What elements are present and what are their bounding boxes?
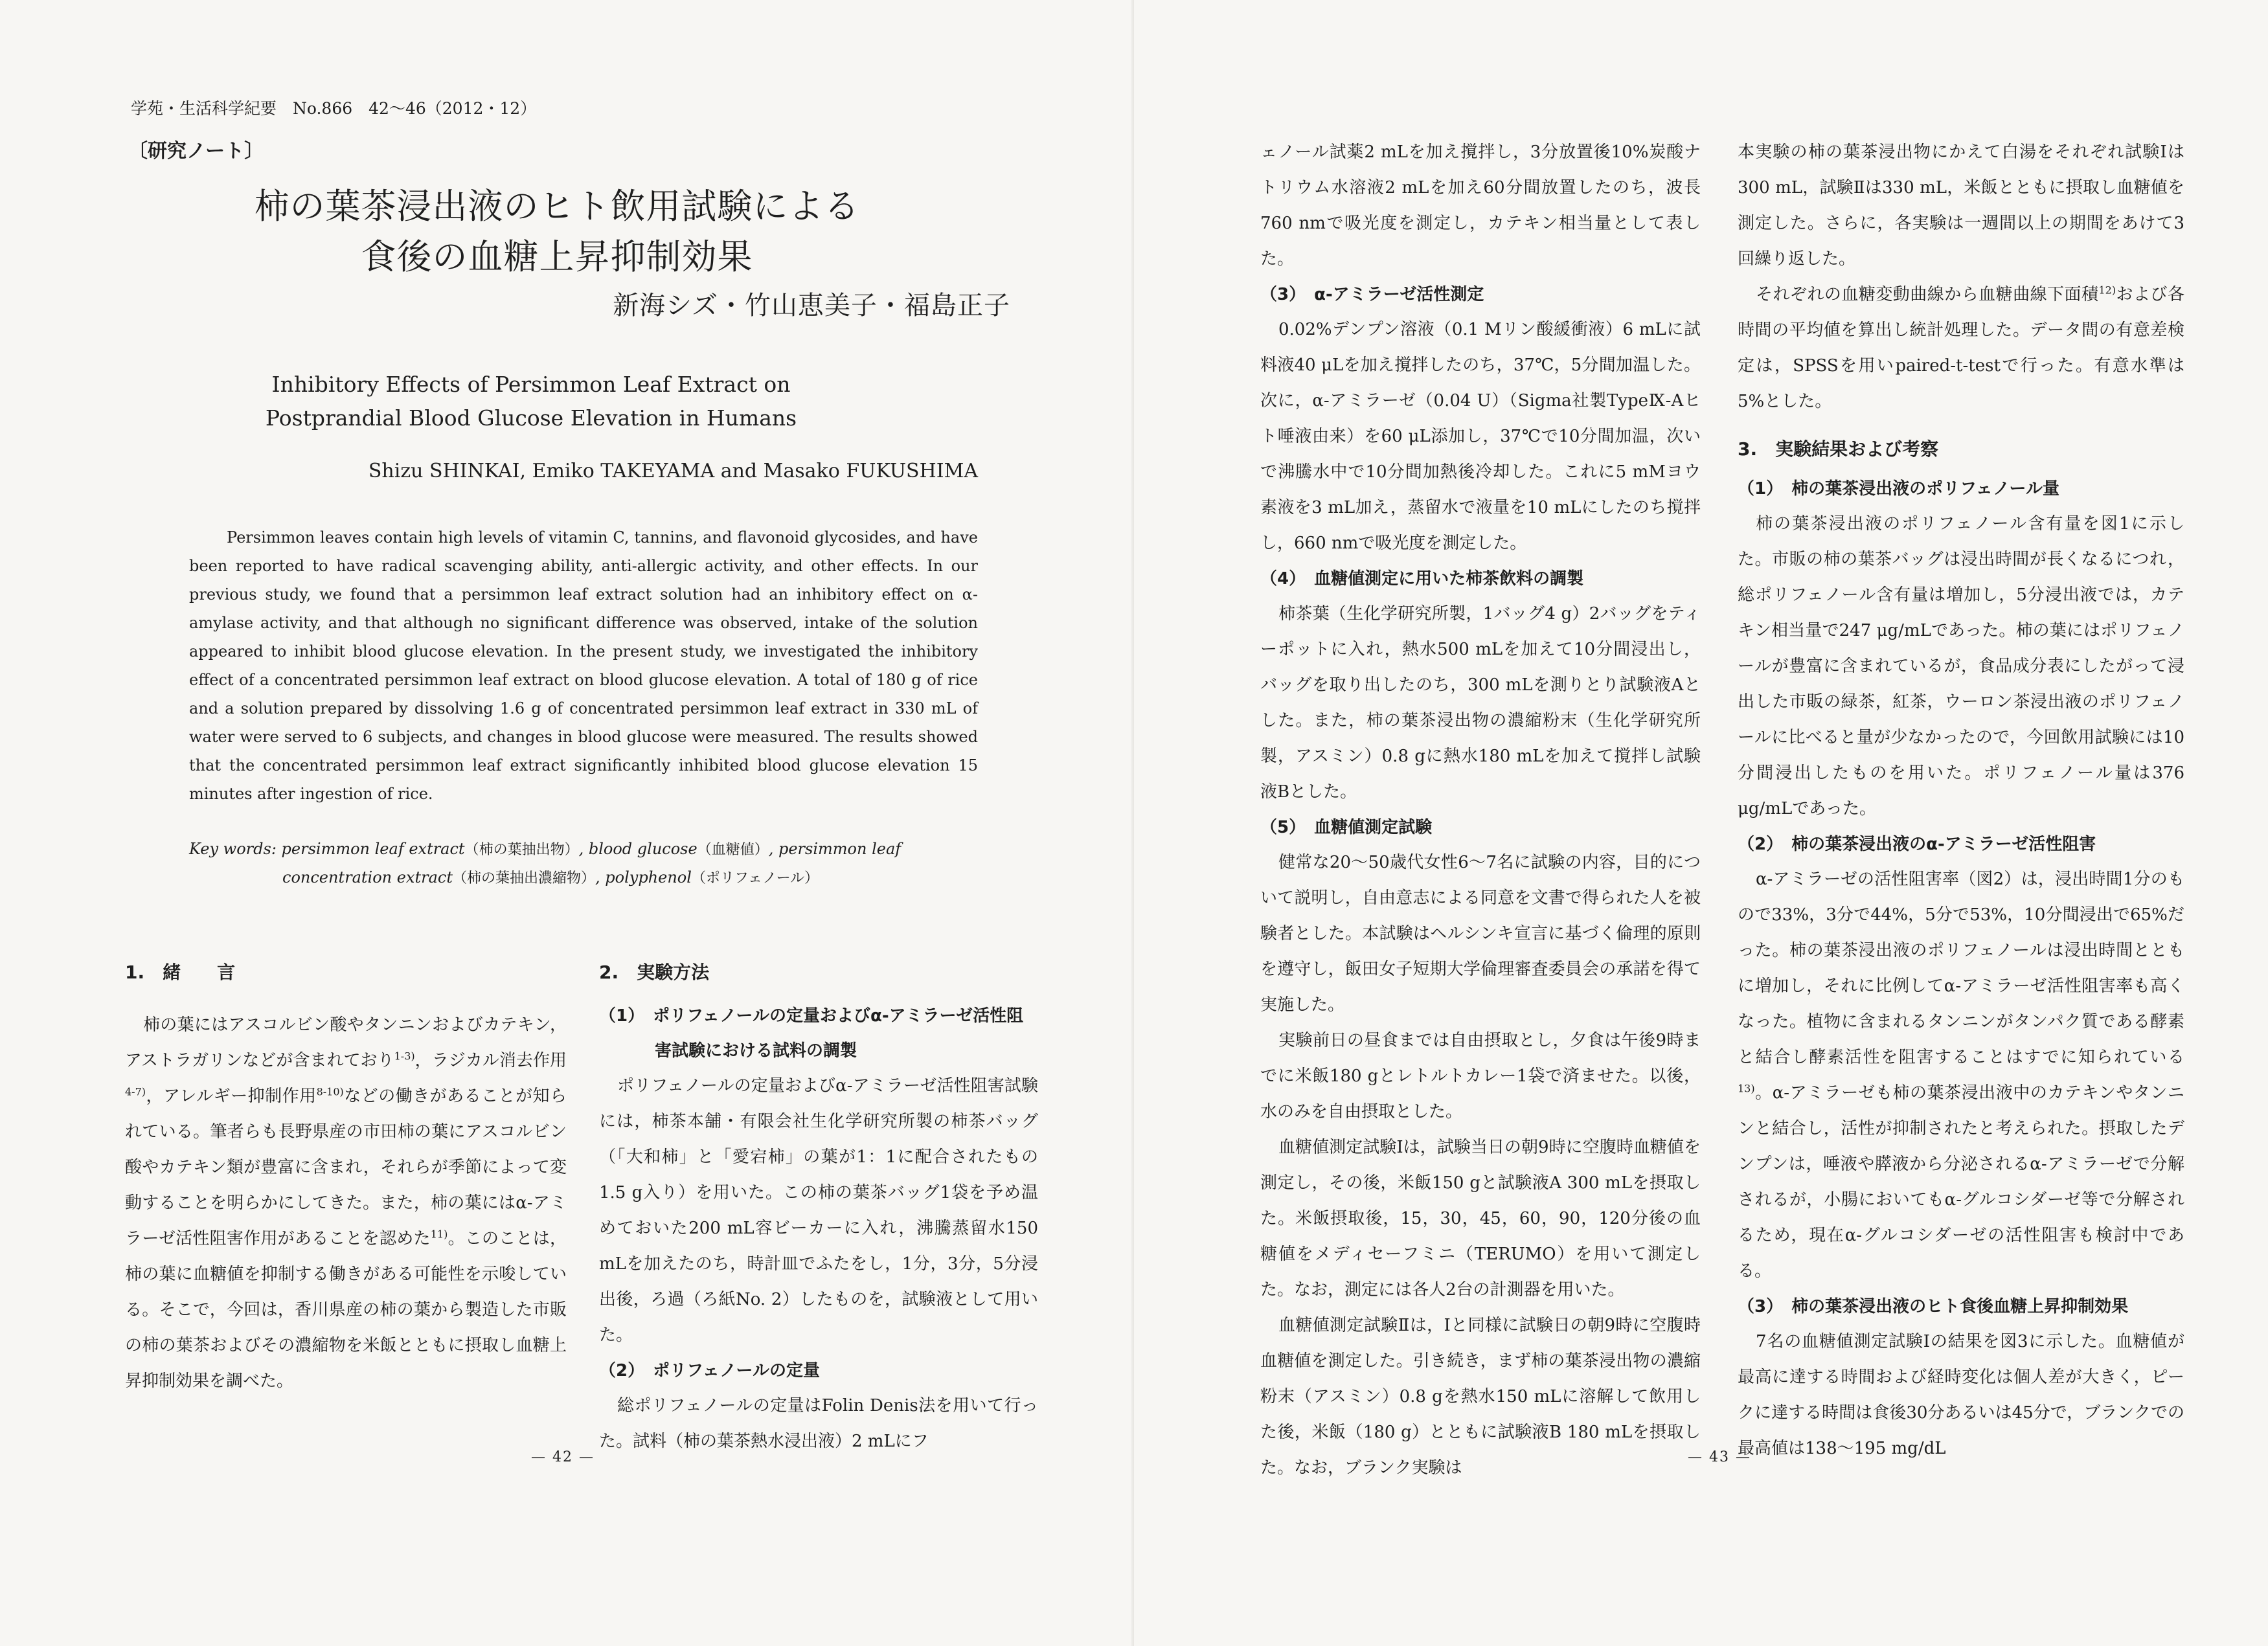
keyword-4-ja: （ポリフェノール） [691,870,819,886]
section-1-body [125,1008,567,1399]
section-2-sub2-body: 総ポリフェノールの定量はFolin Denis法を用いて行った。試料（柿の葉茶熱水浸出液）2 mLにフ [599,1396,1038,1451]
right-column-1 [1260,135,1701,1486]
statistics-paragraph: それぞれの血糖変動曲線から血糖曲線下面積$^{12)}$および各時間の平均値を算出し統計処理した。データ間の有意差検定は，SPSSを用いpaired-t-testで行った。有意水準は5%とした。 [1738,284,2184,411]
keyword-1: persimmon leaf extract [281,840,465,858]
section-3-sub2-body: α-アミラーゼの活性阻害率（図2）は，浸出時間1分のもので33%，3分で44%，5分で53%，10分間浸出で65%だった。柿の葉茶浸出液のポリフェノールは浸出時間とともに増加し，それに比例してα-アミラーゼ活性阻害率も高くなった。植物に含まれるタンニンがタンパク質である酵素と結合し酵素活性を阻害することはすでに知られている$^{13)}$。α-アミラーゼも柿の葉茶浸出液中のカテキンやタンニンと結合し，活性が抑制されたと考えられた。摂取したデンプンは，唾液や膵液から分泌されるα-アミラーゼで分解されるが，小腸においてもα-グルコシダーゼ等で分解されるため，現在α-グルコシダーゼの活性阻害も検討中である。 [1738,870,2184,1281]
title-english-line2: Postprandial Blood Glucose Elevation in Humans [265,405,797,431]
page-number-right: — 43 — [1688,1449,1751,1465]
keywords: Key words: persimmon leaf extract（柿の葉抽出物）, blood glucose（血糖値）, persimmon leaf concentration extract（柿の葉抽出濃縮物）, polyphenol（ポリフェノール） [189,840,902,886]
section-introduction [125,958,567,1399]
authors-japanese: 新海シズ・竹山恵美子・福島正子 [613,291,1010,321]
keyword-2-ja: （血糖値） [697,842,769,858]
title-japanese-line1: 柿の葉茶浸出液のヒト飲用試験による [254,186,860,227]
keyword-4: polyphenol [605,868,692,886]
section-2-sub1-body: ポリフェノールの定量およびα-アミラーゼ活性阻害試験には，柿茶本舗・有限会社生化学研究所製の柿茶バッグ（「大和柿」と「愛宕柿」の葉が1：1に配合されたもの1.5 g入り）を用いた。この柿の葉茶バッグ1袋を予め温めておいた200 mL容ビーカーに入れ，沸騰蒸留水150 mLを加えたのち，時計皿でふたをし，1分，3分，5分浸出後，ろ過（ろ紙No. 2）したものを，試験液として用いた。 [599,1076,1038,1345]
right-page [1134,0,2268,1646]
section-2-sub4-body: 柿茶葉（生化学研究所製，1バッグ4 g）2バッグをティーポットに入れ，熱水500 mLを加えて10分間浸出し，バッグを取り出したのち，300 mLを測りとり試験液Aとした。また，柿の葉茶浸出物の濃縮粉末（生化学研究所製，アスミン）0.8 gに熱水180 mLを加えて撹拌し試験液Bとした。 [1260,604,1701,802]
section-3-sub1-heading: （1） 柿の葉茶浸出液のポリフェノール量 [1738,479,2060,499]
keyword-3-ja: （柿の葉抽出濃縮物） [452,870,595,886]
title-english [194,368,868,435]
section-2-sub2-heading: （2） ポリフェノールの定量 [599,1361,821,1381]
section-3-heading: 3. 実験結果および考察 [1738,438,1939,460]
section-2-heading: 2. 実験方法 [599,962,710,983]
blank-test-paragraph: 本実験の柿の葉茶浸出物にかえて白湯をそれぞれ試験Ⅰは300 mL，試験Ⅱは330 mL，米飯とともに摂取し血糖値を測定した。さらに，各実験は一週間以上の期間をあけて3回繰り返した。 [1738,142,2184,269]
section-2-sub4-heading: （4） 血糖値測定に用いた柿茶飲料の調製 [1260,569,1584,589]
abstract: Persimmon leaves contain high levels of vitamin C, tannins, and flavonoid glycosides, and have been reported to have radical scavenging ability, anti-allergic activity, and other effects. In our previous study, we found that a persimmon leaf extract solution had an inhibitory effect on α-amylase activity, and that although no significant difference was observed, intake of the solution appeared to inhibit blood glucose elevation. In the present study, we investigated the inhibitory effect of a concentrated persimmon leaf extract on blood glucose elevation. A total of 180 g of rice and a solution prepared by dissolving 1.6 g of concentrated persimmon leaf extract in 330 mL of water were served to 6 subjects, and changes in blood glucose were measured. The results showed that the concentrated persimmon leaf extract significantly inhibited blood glucose elevation 15 minutes after ingestion of rice. [189,528,978,803]
title-english-line1: Inhibitory Effects of Persimmon Leaf Extract on [271,372,791,397]
section-methods [599,958,1038,1460]
keyword-2: blood glucose [588,840,697,858]
keyword-1-ja: （柿の葉抽出物） [464,842,579,858]
section-3-sub3-heading: （3） 柿の葉茶浸出液のヒト食後血糖上昇抑制効果 [1738,1297,2129,1316]
section-2-sub5-heading: （5） 血糖値測定試験 [1260,818,1433,837]
article-type-tag: 〔研究ノート〕 [128,140,264,163]
section-2-sub1-heading: （1） ポリフェノールの定量およびα-アミラーゼ活性阻害試験における試料の調製 [599,1006,1024,1061]
title-japanese [194,181,920,282]
authors-english: Shizu SHINKAI, Emiko TAKEYAMA and Masako FUKUSHIMA [368,460,978,482]
section-1-paragraph: 柿の葉にはアスコルビン酸やタンニンおよびカテキン，アストラガリンなどが含まれており$^{1-3)}$，ラジカル消去作用$^{4-7)}$，アレルギー抑制作用$^{8-10)}$などの働きがあることが知られている。筆者らも長野県産の市田柿の葉にアスコルビン酸やカテキン類が豊富に含まれ，それらが季節によって変動することを明らかにしてきた。また，柿の葉にはα-アミラーゼ活性阻害作用があることを認めた$^{11)}$。このことは，柿の葉に血糖値を抑制する働きがある可能性を示唆している。そこで，今回は，香川県産の柿の葉から製造した市販の柿の葉茶およびその濃縮物を米飯とともに摂取し血糖上昇抑制効果を調べた。 [125,1015,567,1391]
section-3-sub2-heading: （2） 柿の葉茶浸出液のα-アミラーゼ活性阻害 [1738,835,2096,854]
section-2-sub5-body: 健常な20〜50歳代女性6〜7名に試験の内容，目的について説明し，自由意志による同意を文書で得られた人を被験者とした。本試験はヘルシンキ宣言に基づく倫理的原則を遵守し，飯田女子短期大学倫理審査委員会の承諾を得て実施した。 実験前日の昼食までは自由摂取とし，夕食は午後9時までに米飯180 gとレトルトカレー1袋で済ませた。以後，水のみを自由摂取とした。 血糖値測定試験Ⅰは，試験当日の朝9時に空腹時血糖値を測定し，その後，米飯150 gと試験液A 300 mLを摂取した。米飯摂取後，15，30，45，60，90，120分後の血糖値をメディセーフミニ（TERUMO）を用いて測定した。なお，測定には各人2台の計測器を用いた。 血糖値測定試験Ⅱは，Ⅰと同様に試験日の朝9時に空腹時血糖値を測定した。引き続き，まず柿の葉茶浸出物の濃縮粉末（アスミン）0.8 gを熱水150 mLに溶解して飲用した後，米飯（180 g）とともに試験液B 180 mLを摂取した。なお，ブランク実験は [1260,853,1701,1478]
section-2-sub3-body: 0.02%デンプン溶液（0.1 Mリン酸緩衝液）6 mLに試料液40 μLを加え撹拌したのち，37℃，5分間加温した。次に，α-アミラーゼ（0.04 U）（Sigma社製TypeⅨ-Aヒト唾液由来）を60 μL添加し，37℃で10分間加温，次いで沸騰水中で10分間加熱後冷却した。これに5 mMヨウ素液を3 mL加え，蒸留水で液量を10 mLにしたのち撹拌し，660 nmで吸光度を測定した。 [1260,320,1701,553]
section-3-sub1-body: 柿の葉茶浸出液のポリフェノール含有量を図1に示した。市販の柿の葉茶バッグは浸出時間が長くなるにつれ，総ポリフェノール含有量は増加し，5分浸出液では，カテキン相当量で247 μg/mLであった。柿の葉にはポリフェノールが豊富に含まれているが，食品成分表にしたがって浸出した市販の緑茶，紅茶，ウーロン茶浸出液のポリフェノールに比べると量が少なかったので，今回飲用試験には10分間浸出したものを用いた。ポリフェノール量は376 μg/mLであった。 [1738,514,2184,818]
keywords-label: Key words: [189,840,277,858]
section-3-sub3-body: 7名の血糖値測定試験Ⅰの結果を図3に示した。血糖値が最高に達する時間および経時変化は個人差が大きく，ピークに達する時間は食後30分あるいは45分で，ブランクでの最高値は138〜195 mg/dL [1738,1332,2184,1458]
right-column-2 [1738,135,2184,1467]
keyword-3-cont: concentration extract [282,868,453,886]
journal-citation: 学苑・生活科学紀要 No.866 42〜46（2012・12） [131,99,537,118]
title-japanese-line2: 食後の血糖上昇抑制効果 [361,236,753,277]
section-2-sub3-heading: （3） α-アミラーゼ活性測定 [1260,285,1484,304]
methods-continued: ェノール試薬2 mLを加え撹拌し，3分放置後10%炭酸ナトリウム水溶液2 mLを加え60分間放置したのち，波長760 nmで吸光度を測定し，カテキン相当量として表した。 [1260,142,1701,269]
page-number-left: — 42 — [531,1449,595,1465]
section-1-heading: 1. 緒 言 [125,962,236,983]
keyword-3: persimmon leaf [778,840,902,858]
